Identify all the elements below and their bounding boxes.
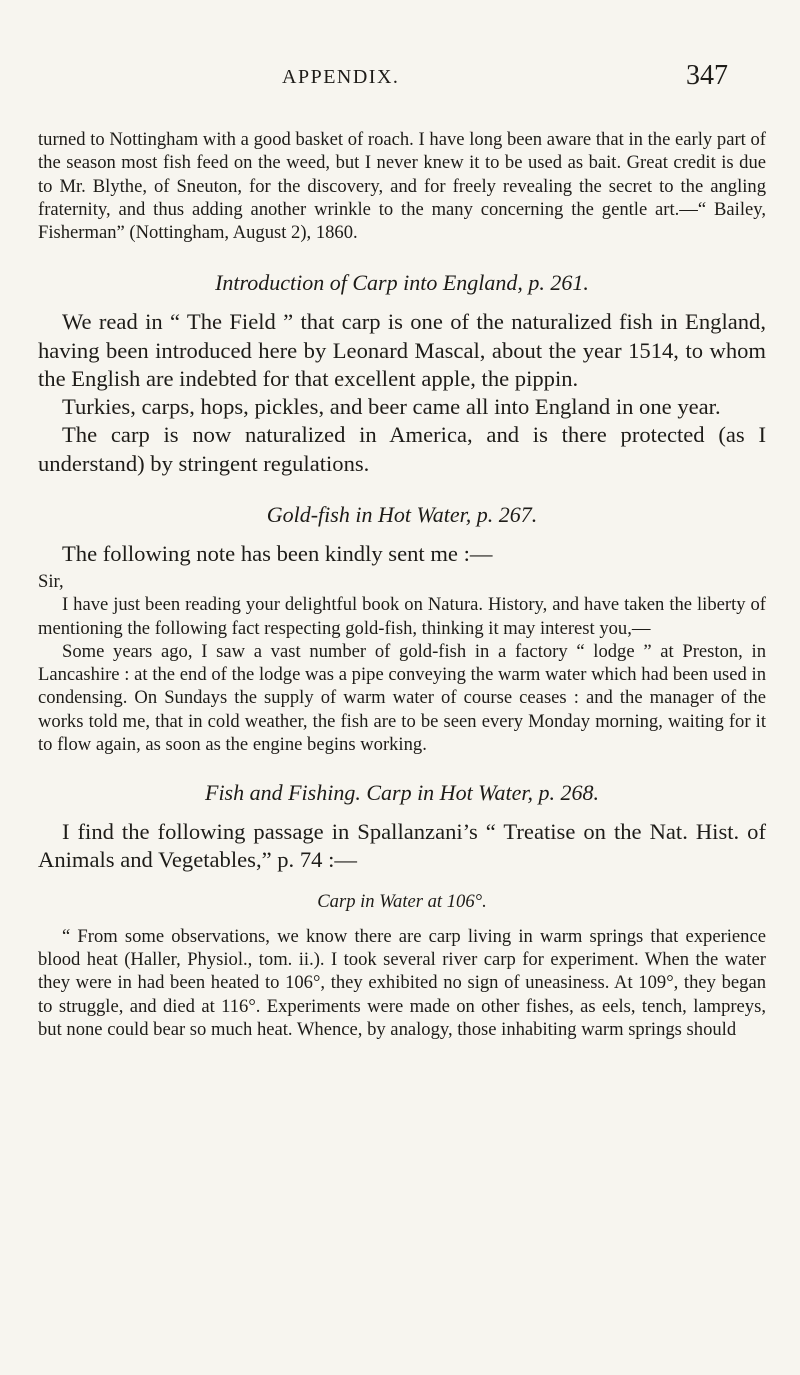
section-heading-carp-introduction: Introduction of Carp into England, p. 261. xyxy=(215,270,589,296)
page-header xyxy=(0,62,800,102)
paragraph: The following note has been kindly sent me :— xyxy=(62,540,493,566)
letter-paragraph: Some years ago, I saw a vast number of gold-fish in a factory “ lodge ” at Preston, in Lancashire : at the end of the lodge was a pipe conveying the warm water which had been used in condensing. On Sundays the supply of warm water of course ceases : and the manager of the works told me, that in cold weather, the fish are to be seen every Monday morning, waiting for it to flow again, as soon as the engine begins working. xyxy=(38,640,766,755)
section-heading-carp-hot-water: Fish and Fishing. Carp in Hot Water, p. 268. xyxy=(205,780,599,806)
running-title: APPENDIX. xyxy=(282,66,400,88)
paragraph: The carp is now naturalized in America, and is there protected (as I understand) by stringent regulations. xyxy=(38,422,766,476)
continued-paragraph: turned to Nottingham with a good basket of roach. I have long been aware that in the early part of the season most fish feed on the weed, but I never knew it to be used as bait. Great credit is due to Mr. Blythe, of Sneuton, for the discovery, and for freely revealing the secret to the angling fraternity, and thus adding another wrinkle to the many concerning the gentle art.—“ Bailey, Fisherman” (Nottingham, August 2), 1860. xyxy=(38,129,766,244)
page-number: 347 xyxy=(686,60,728,91)
paragraph: Turkies, carps, hops, pickles, and beer came all into England in one year. xyxy=(62,394,721,420)
letter-paragraph: I have just been reading your delightful book on Natura. History, and have taken the liberty of mentioning the following fact respecting gold-fish, thinking it may interest you,— xyxy=(38,594,766,639)
letter-salutation: Sir, xyxy=(38,570,64,592)
section-heading-gold-fish: Gold-fish in Hot Water, p. 267. xyxy=(266,501,538,527)
paragraph: We read in “ The Field ” that carp is one of the naturalized fish in England, having been introduced here by Leonard Mascal, about the year 1514, to whom the English are indebted for that excellent apple, the pippin. xyxy=(38,309,766,391)
page-body xyxy=(38,128,766,1041)
quote-subheading: Carp in Water at 106°. xyxy=(317,890,487,912)
quoted-paragraph: “ From some observations, we know there are carp living in warm springs that experience blood heat (Haller, Physiol., tom. ii.). I took several river carp for experiment. When the water they were in had been heated to 106°, they exhibited no sign of uneasiness. At 109°, they began to struggle, and died at 116°. Experiments were made on other fishes, as eels, tench, lampreys, but none could bear so much heat. Whence, by analogy, those inhabiting warm springs should xyxy=(38,925,766,1040)
paragraph: I find the following passage in Spallanzani’s “ Treatise on the Nat. Hist. of Animals and Vegetables,” p. 74 :— xyxy=(38,819,766,873)
